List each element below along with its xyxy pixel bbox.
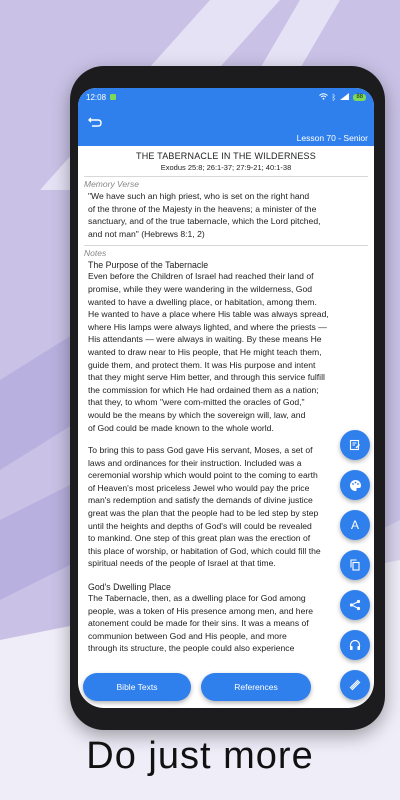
- wifi-icon: [319, 93, 328, 102]
- text-line: of Heaven's most priceless Jewel who would pay the price: [88, 482, 310, 493]
- text-line: until the heights and depths of God's will could be revealed: [88, 520, 312, 531]
- references-button[interactable]: References: [201, 673, 311, 701]
- copy-icon: [349, 559, 361, 571]
- text-line: this place of worship, or habitation of God, which could fill the: [88, 545, 321, 556]
- bluetooth-icon: ᛒ: [331, 92, 337, 102]
- memory-verse-text: [84, 189, 368, 241]
- edit-note-icon: [349, 439, 361, 451]
- text-line: To bring this to pass God gave His servant, Moses, a set of: [88, 445, 313, 456]
- notes-heading: God's Dwelling Place: [88, 582, 171, 593]
- memory-line: and not man" (Hebrews 8:1, 2): [88, 228, 205, 239]
- text-line: ceremonial worship which would point to the coming to earth: [88, 470, 318, 481]
- text-line: man's redemption and satisfy the demands of divine justice: [88, 495, 313, 506]
- tagline: Do just more: [86, 735, 314, 777]
- share-button[interactable]: [340, 590, 370, 620]
- bible-texts-button[interactable]: Bible Texts: [83, 673, 191, 701]
- status-time: 12:08: [86, 92, 107, 102]
- text-line: through its structure, the people could also experience: [88, 643, 295, 654]
- headphones-icon: [349, 639, 361, 651]
- text-line: that they, to whom "were com-mitted the oracles of God,": [88, 397, 305, 408]
- battery-indicator: 88: [353, 94, 366, 101]
- memory-line: sanctuary, and of the true tabernacle, which the Lord pitched,: [88, 216, 321, 227]
- lesson-label: Lesson 70 - Senior: [296, 133, 368, 143]
- text-line: He wanted to have a place where His table was always spread,: [88, 309, 329, 320]
- text-line: to mankind. One step of this great plan was the erection of: [88, 533, 311, 544]
- text-line: Even before the Children of Israel had reached their land of: [88, 271, 314, 282]
- text-line: people, was a token of His presence among men, and here: [88, 605, 314, 616]
- app-screen: [78, 88, 374, 708]
- highlight-icon: [349, 679, 361, 691]
- text-line: great was the plan that the people had to be led step by step: [88, 508, 319, 519]
- lesson-title: THE TABERNACLE IN THE WILDERNESS: [136, 151, 316, 161]
- signal-icon: [340, 93, 349, 102]
- memory-line: of the throne of the Majesty in the heavens; a minister of the: [88, 203, 317, 214]
- edit-note-button[interactable]: [340, 430, 370, 460]
- back-button[interactable]: [86, 114, 104, 132]
- lesson-content: [78, 146, 374, 655]
- text-line: wanted to have a dwelling place, or habitation, among them.: [88, 296, 317, 307]
- text-line: where His lamps were always lighted, and where the priests —: [88, 321, 327, 332]
- text-line: communion between God and His people, and more: [88, 630, 287, 641]
- lesson-references: Exodus 25:8; 26:1-37; 27:9-21; 40:1-38: [160, 163, 292, 172]
- notes-label: Notes: [84, 248, 107, 259]
- text-line: His attendants — were always in waiting. By these means He: [88, 334, 322, 345]
- theme-button[interactable]: [340, 470, 370, 500]
- text-line: spiritual needs of the people of Israel at that time.: [88, 558, 276, 569]
- text-line: that they might serve Him better, and through this service fulfill: [88, 372, 325, 383]
- text-line: The Tabernacle, then, as a dwelling place for God among: [88, 593, 306, 604]
- back-arrow-icon: [88, 117, 102, 129]
- notes-heading: The Purpose of the Tabernacle: [88, 260, 209, 271]
- copy-button[interactable]: [340, 550, 370, 580]
- divider: [84, 176, 368, 177]
- highlight-button[interactable]: [340, 670, 370, 700]
- text-line: promise, while they were wandering in the wilderness, God: [88, 283, 313, 294]
- palette-icon: [349, 479, 362, 492]
- font-size-icon: A: [350, 518, 359, 532]
- app-bar: [78, 106, 374, 146]
- notes-paragraph: [84, 270, 368, 434]
- audio-button[interactable]: [340, 630, 370, 660]
- memory-line: "We have such an high priest, who is set on the right hand: [88, 191, 310, 201]
- font-size-button[interactable]: [340, 510, 370, 540]
- text-line: the commission for which He had ordained them as a nation;: [88, 384, 319, 395]
- text-line: guide them, and protect them. It was His purpose and intent: [88, 359, 316, 370]
- divider: [84, 245, 368, 246]
- share-icon: [349, 599, 361, 611]
- notes-paragraph: [84, 444, 368, 570]
- text-line: would be the means by which the sovereign will, law, and: [88, 409, 306, 420]
- text-line: laws and ordinances for their instruction. Included was a: [88, 457, 302, 468]
- sim-icon: [110, 94, 116, 100]
- text-line: atonement could be made for their sins. It was a means of: [88, 618, 309, 629]
- notes-paragraph: [84, 592, 368, 655]
- text-line: of God could be made known to the whole world.: [88, 422, 274, 433]
- memory-verse-label: Memory Verse: [84, 179, 139, 189]
- status-bar: [78, 88, 374, 106]
- text-line: wanted to draw near to His people, that He might teach them,: [88, 346, 322, 357]
